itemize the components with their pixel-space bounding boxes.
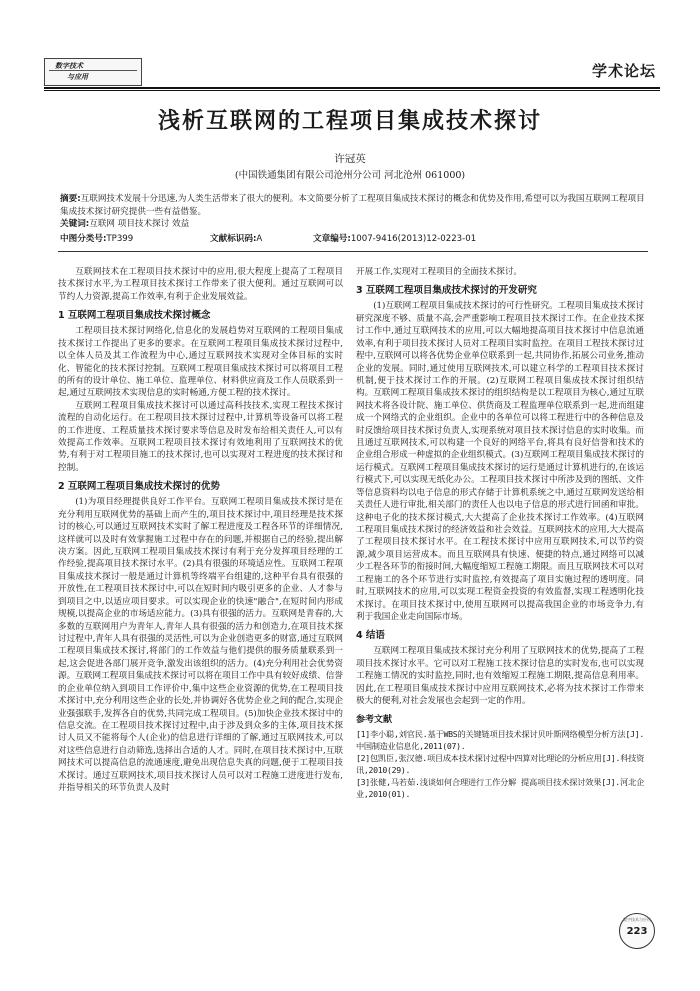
- body-right-column: [356, 266, 644, 800]
- body-left-column: [58, 266, 343, 794]
- abstract-line: [60, 193, 645, 218]
- journal-logo-line2: 与应用: [67, 73, 88, 81]
- doc-code-field: [210, 232, 262, 244]
- keywords-label: 关键词:: [60, 219, 90, 229]
- article-no-field: [313, 232, 476, 244]
- affiliation: (中国铁通集团有限公司沧州分公司 河北沧州 061000): [234, 170, 466, 181]
- section-heading-1: 1 互联网工程项目集成技术探讨概念: [58, 310, 211, 322]
- journal-logo-divider: [49, 70, 137, 71]
- reference-item: [1]李小聪,刘官民.基于WBS的关键链项目技术探讨贝叶斯网络模型分析方法[J].中国制造业信息化,2011(07).: [356, 728, 644, 751]
- paragraph: 工程项目技术探讨网络化,信息化的发展趋势对互联网的工程项目集成技术探讨工作提出了更多的要求。在互联网工程项目集成技术探讨过程中,以全体人员及其工作流程为中心,通过互联网技术实现对全体目标的实时化、智能化的技术探讨控制。互联网工程项目集成技术探讨可以将项目工程的所有的设计单位、施工单位、监理单位、材料供应商及工作人员联系到一起,通过互联网技术实现信息的实时畅通,方便工程的技术探讨。: [58, 326, 343, 399]
- section-tag: 学术论坛: [591, 62, 656, 80]
- references-heading: 参考文献: [356, 714, 393, 725]
- abstract: [60, 193, 645, 231]
- article-title: 浅析互联网的工程项目集成技术探讨: [157, 109, 542, 134]
- paragraph: (1)为项目经理提供良好工作平台。互联网工程项目集成技术探讨是在充分利用互联网优势的基础上而产生的,项目技术探讨中,项目经理是技术探讨的核心,可以通过互联网技术实时了解工程进度及工程各环节的详细情况,这样就可以及时有效掌握施工过程中存在的问题,并根据自己的经验,提出解决方案。因此,互联网工程项目集成技术探讨有利于充分发挥项目经理的工作经验,提高项目技术探讨水平。(2)具有很强的环境适应性。互联网工程项目集成技术探讨一般是通过计算机等终端平台组建的,这种平台具有很强的开放性,在工程项目技术探讨中,可以在短时间内吸引更多的企业、人才参与到项目之中,以适应项目要求。可以实现企业的快速"融合",在短时间内形成规模,以提高企业的市场适应能力。(3)具有很强的活力。互联网是青春的,大多数的互联网用户为青年人,青年人具有很强的活力和创造力,在项目技术探讨过程中,青年人具有很强的灵活性,可以为企业创造更多的财富,通过互联网工程项目集成技术探讨,将部门的工作效益与他们提供的服务质量联系到一起,这会促进各部门展开竞争,激发出该组织的活力。(4)充分利用社会优势资源。互联网工程项目集成技术探讨可以将在项目工作中具有较好成绩、信誉的企业单位纳入到项目工作评价中,集中这些企业资源的优势,在工程项目技术探讨中,充分利用这些企业的长处,并协调好各优势企业之间的配合,实现企业强强联手,发挥各自的优势,共同完成工程项目。(5)加快企业技术探讨中的信息交流。在工程项目技术探讨过程中,由于涉及到众多的主体,项目技术探讨人员又不能将每个人(企业)的信息进行详细的了解,通过互联网技术,可以对这些信息进行自动筛选,选择出合适的人才。同时,在项目技术探讨中,互联网技术可以提高信息的流通速度,避免出现信息失真的问题,便于工程项目技术探讨。通过互联网技术,项目技术探讨人员可以对工程施工进度进行发布,并指导相关的环节负责人及时: [58, 497, 343, 794]
- journal-logo: [44, 58, 142, 86]
- reference-item: [2]包凯臣,张汉德.项目成本技术探讨过程中四算对比理论的分析应用[J].科技资讯,2010(29).: [356, 752, 644, 775]
- section-heading-2: 2 互联网工程项目集成技术探讨的优势: [58, 481, 220, 493]
- classification-row: [60, 232, 645, 245]
- article-no-label: 文章编号:: [313, 234, 351, 244]
- paragraph-continued: 开展工作,实现对工程项目的全面技术探讨。: [356, 267, 523, 277]
- doc-code-label: 文献标识码:: [210, 234, 257, 244]
- clc-label: 中图分类号:: [60, 234, 107, 244]
- author: 许冠英: [334, 153, 366, 165]
- article-no-value: 1007-9416(2013)12-0223-01: [350, 234, 477, 244]
- paragraph: 互联网工程项目集成技术探讨充分利用了互联网技术的优势,提高了工程项目技术探讨水平。它可以对工程施工技术探讨信息的实时发布,也可以实现工程施工情况的实时监控,同时,也有效缩短工程施工期限,提高信息利用率。因此,在工程项目集成技术探讨中应用互联网技术,必将为技术探讨工作带来极大的便利,对社会发展也会起到一定的作用。: [356, 646, 644, 707]
- keywords-line: [60, 218, 645, 231]
- page-badge-label: 数字技术与应用: [623, 917, 651, 922]
- clc-value: TP399: [106, 234, 134, 244]
- paragraph: (1)互联网工程项目集成技术探讨的可行性研究。工程项目集成技术探讨研究深度不够、质量不高,会严重影响工程项目技术探讨工作。在企业技术探讨工作中,通过互联网技术的应用,可以大幅地提高项目技术探讨中信息流通效率,有利于项目技术探讨人员对工程项目实时监控。在项目工程技术探讨过程中,互联网可以将各优势企业单位联系到一起,共同协作,拓展公司业务,推动企业的发展。同时,通过使用互联网技术,可以建立科学的工程项目技术探讨机制,便于技术探讨工作的开展。(2)互联网工程项目集成技术探讨组织结构。互联网工程项目集成技术探讨的组织结构是以工程项目为核心,通过互联网技术将各设计院、施工单位、供货商及工程监理单位联系到一起,进而组建成一个网络式的企业组织。企业中的各单位可以将工程进行中的各种信息及时反馈给项目技术探讨负责人,实现系统对项目技术探讨信息的实时收集。而且通过互联网技术,可以构建一个良好的网络平台,将具有良好信誉和技术的企业组合形成一种虚拟的企业组织模式。(3)互联网工程项目集成技术探讨的运行模式。互联网工程项目集成技术探讨的运行是通过计算机进行的,在该运行模式下,可以实现无纸化办公。工程项目技术探讨中所涉及到的图纸、文件等信息资料均以电子信息的形式存储于计算机系统之中,通过互联网发送给相关责任人进行审批,相关部门的责任人也以电子信息的形式进行回函和审批。这种电子化的技术探讨模式,大大提高了企业技术探讨工作效率。(4)互联网工程项目集成技术探讨的经济效益和社会效益。互联网技术的应用,大大提高了工程项目技术探讨水平。在工程技术探讨中应用互联网技术,可以节约资源,减少项目运营成本。而且互联网具有快速、便捷的特点,通过网络可以减少工程各环节的衔接时间,大幅度缩短工程施工期限。而且互联网技术可以对工程施工的各个环节进行实时监控,有效提高了项目实施过程的透明度。同时,互联网技术的应用,可以实现工程资金投资的有效监督,实现工程透明化技术探讨。在项目技术探讨中,使用互联网可以提高我国企业的市场竞争力,有利于我国企业走向国际市场。: [356, 301, 644, 622]
- keywords-text: 互联网 项目技术探讨 效益: [89, 219, 190, 229]
- reference-item: [3]张健,马若茹.浅谈如何合理进行工作分解 提高项目技术探讨效果[J].河北企业,2010(01).: [356, 776, 644, 799]
- abstract-text: 互联网技术发展十分迅速,为人类生活带来了很大的便利。本文简要分析了工程项目集成技术探讨的概念和优势及作用,希望可以为我国互联网工程项目集成技术探讨研究提供一些有益借鉴。: [60, 194, 645, 217]
- header-rule: [44, 87, 660, 89]
- journal-logo-line1: 数字技术: [55, 62, 83, 70]
- abstract-rule: [58, 251, 648, 252]
- clc-field: [60, 232, 133, 244]
- page-number-badge: [619, 913, 655, 949]
- section-heading-3: 3 互联网工程项目集成技术探讨的开发研究: [356, 285, 537, 297]
- paragraph: 互联网工程项目集成技术探讨可以通过高科技技术,实现工程技术探讨流程的自动化运行。在工程项目技术探讨过程中,计算机等设备可以将工程的工作进度、工程质量技术探讨要求等信息及时发布给相关责任人,可以有效提高工作效率。互联网工程项目技术探讨有效地利用了互联网技术的优势,有利于对工程项目施工的技术探讨,也可以实现对工程进度的技术探讨和控制。: [58, 400, 343, 473]
- header-rule-thin: [44, 90, 660, 91]
- page-number: 223: [626, 926, 648, 937]
- abstract-label: 摘要:: [60, 194, 81, 204]
- intro-paragraph: 互联网技术在工程项目技术探讨中的应用,很大程度上提高了工程项目技术探讨水平,为工程项目技术探讨工作带来了很大便利。通过互联网可以节约人力资源,提高工作效率,有利于企业发展效益。: [58, 267, 343, 302]
- section-heading-4: 4 结语: [356, 630, 385, 642]
- doc-code-value: A: [256, 234, 263, 244]
